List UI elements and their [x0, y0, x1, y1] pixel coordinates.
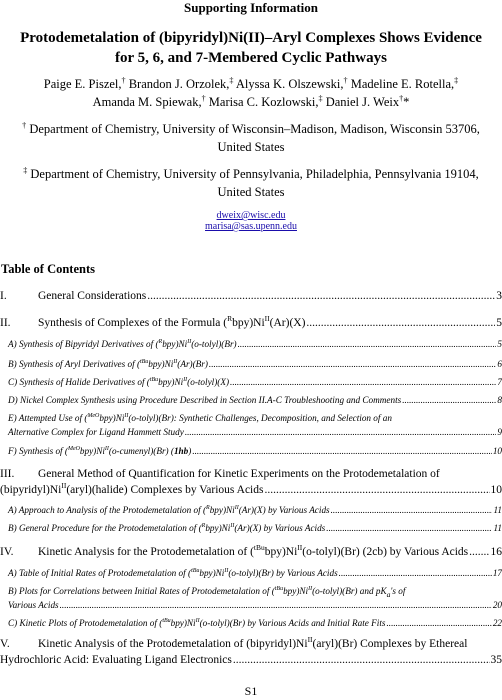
toc-entry-2b[interactable]: B) Synthesis of Aryl Derivatives of $(^{tBu}bpy)Ni^{II}(Ar)(Br)$ ..... 6 [8, 359, 502, 369]
page-number: S1 [244, 684, 258, 698]
toc-entry-3b[interactable]: B) General Procedure for the Protodemetalation of $(^Rbpy)Ni^{II}(Ar)(X)$ by Various Acids ..... 11 [8, 523, 502, 533]
toc-entry-4b[interactable]: Various Acids ..... 20 [8, 600, 502, 610]
toc-entry-section-5[interactable]: Hydrochloric Acid: Evaluating Ligand Electronics ..... 35 [0, 654, 502, 666]
toc-entry-2d[interactable]: D) Nickel Complex Synthesis using Procedure Described in Section II.A-C Troubleshooting and Comments ..... 8 [8, 395, 502, 405]
page-header: Supporting Information [184, 0, 318, 15]
affiliation-wisconsin: † Department of Chemistry, University of Wisconsin–Madison, Madison, Wisconsin 53706, United States [22, 120, 480, 154]
paper-title: Protodemetalation of (bipyridyl)Ni(II)–Aryl Complexes Shows Evidence for 5, 6, and 7-Membered Cyclic Pathways [20, 30, 482, 66]
toc-entry-4b-line1: B) Plots for Correlations between Initial Rates of Protodemetalation of $(^{tBu}bpy)Ni^{II}(o-tolyl)(Br)$ and $pK_a's$ of [8, 585, 406, 599]
toc-entry-2a[interactable]: A) Synthesis of Bipyridyl Derivatives of $(^Rbpy)Ni^{II}(o-tolyl)(Br)$ ..... 5 [8, 339, 502, 349]
email-link-kozlowski[interactable]: marisa@sas.upenn.edu [205, 221, 297, 232]
toc-entry-section-3[interactable]: $(bipyridyl)Ni^{II}(aryl)(halide)$ Complexes by Various Acids ..... 10 [0, 484, 502, 496]
toc-entry-section-4[interactable]: IV. Kinetic Analysis for the Protodemetalation of $(^{tBu}bpy)Ni^{II}(o-tolyl)(Br)$ (2cb) by Various Acids ..... 16 [0, 546, 502, 558]
toc-entry-section-1[interactable]: I. General Considerations ..... 3 [0, 290, 502, 302]
toc-heading: Table of Contents [1, 262, 95, 276]
toc-entry-4c[interactable]: C) Kinetic Plots of Protodemetalation of $(^{tBu}bpy)Ni^{II}(o-tolyl)(Br)$ by Various Acids and Initial Rate Fits ..... 22 [8, 618, 502, 628]
toc-entry-section-3-line1: III. General Method of Quantification for Kinetic Experiments on the Protodemetalation of [0, 468, 440, 480]
toc-entry-section-5-line1: V. Kinetic Analysis of the Protodemetalation of $(bipyridyl)Ni^{II}(aryl)(Br)$ Complexes by Ethereal [0, 635, 468, 650]
toc-entry-2c[interactable]: C) Synthesis of Halide Derivatives of $(^{tBu}bpy)Ni^{II}(o-tolyl)(X)$ ..... 7 [8, 377, 502, 387]
author-list: Paige E. Piszel,† Brandon J. Orzolek,‡ Alyssa K. Olszewski,† Madeline E. Rotella,‡ Amanda M. Spiewak,† Marisa C. Kozlowski,‡ Daniel J. Weix†* [43, 75, 459, 109]
toc-entry-section-2[interactable]: II. Synthesis of Complexes of the Formula $(^Rbpy)Ni^{II}(Ar)(X)$ ..... 5 [0, 317, 502, 329]
email-link-weix[interactable]: dweix@wisc.edu [216, 210, 286, 221]
toc-entry-2e[interactable]: Alternative Complex for Ligand Hammett Study ..... 9 [8, 427, 502, 437]
toc-entry-3a[interactable]: A) Approach to Analysis of the Protodemetalation of $(^Rbpy)Ni^{II}(Ar)(X)$ by Various Acids ..... 11 [8, 505, 502, 515]
contact-emails [0, 210, 502, 232]
toc-entry-2e-line1: E) Attempted Use of $(^{MeO}bpy)Ni^{II}(o-tolyl)(Br)$: Synthetic Challenges, Decomposition, and Selection of an [8, 412, 392, 423]
toc-entry-2f[interactable]: F) Synthesis of $(^{MeO}bpy)Ni^{II}(o-cumenyl)(Br)$ (1hb) ..... 10 [8, 446, 502, 456]
toc-entry-4a[interactable]: A) Table of Initial Rates of Protodemetalation of $(^{tBu}bpy)Ni^{II}(o-tolyl)(Br)$ by Various Acids ..... 17 [8, 568, 502, 578]
affiliation-pennsylvania: ‡ Department of Chemistry, University of Pennsylvania, Philadelphia, Pennsylvania 19104, United States [23, 165, 479, 199]
